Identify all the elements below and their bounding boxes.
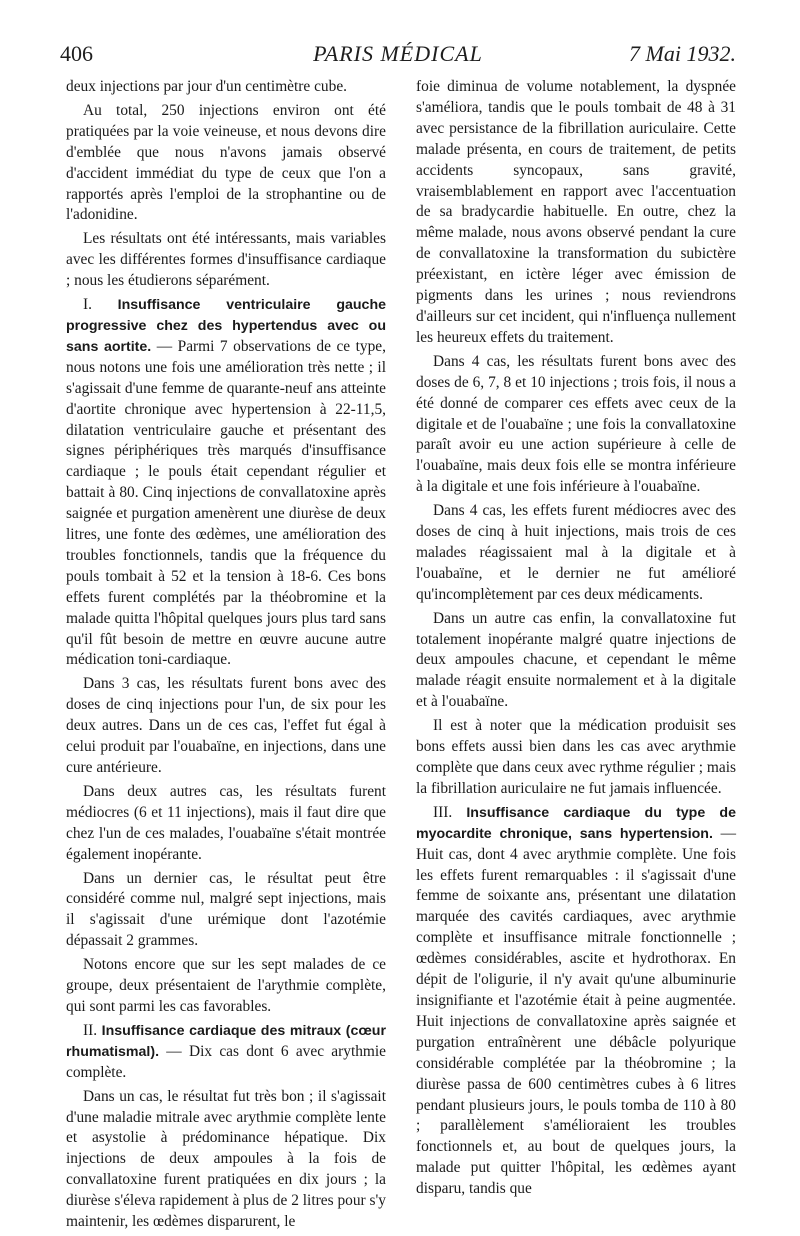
section-1 xyxy=(66,295,386,671)
paragraph: Dans un autre cas enfin, la convallatoxine fut totalement inopérante malgré quatre injections de deux ampoules chacune, et cependant le même malade réagit ensuite normalement et à la digitale et à l'ouabaïne. xyxy=(416,609,736,711)
section-heading: Insuffisance cardiaque du type de myocardite chronique, sans hypertension. xyxy=(416,804,736,842)
paragraph: Au total, 250 injections environ ont été pratiquées par la voie veineuse, et nous devons dire d'emblée que nous n'avons jamais observé d'accident immédiat du type de ceux que l'on a rapportés après l'emploi de la strophantine ou de l'adonidine. xyxy=(66,101,386,224)
paragraph: Notons encore que sur les sept malades de ce groupe, deux présentaient de l'arythmie complète, qui sont parmi les cas favorables. xyxy=(66,956,386,1015)
right-column xyxy=(416,77,736,1203)
section-heading: Insuffisance ventriculaire gauche progressive chez des hypertendus avec ou sans aortite. xyxy=(66,297,386,355)
section-number: I. xyxy=(83,296,92,314)
paragraph: Il est à noter que la médication produisit ses bons effets aussi bien dans les cas avec arythmie complète que dans ceux avec rythme régulier ; mais la fibrillation auriculaire ne fut jamais influencée. xyxy=(416,717,736,797)
paragraph: foie diminua de volume notablement, la dyspnée s'améliora, tandis que le pouls tombait de 48 à 31 avec persistance de la fibrillation auriculaire. Cette malade présenta, en cours de traitement, de petits accidents syncopaux, sans gravité, vraisemblablement en rapport avec l'accentuation de sa bradycardie habituelle. En outre, chez la même malade, nous avons observé pendant la cure de convallatoxine la transformation du subictère préexistant, en ictère léger avec émission de pigments dans les urines ; nous reviendrons d'ailleurs sur cet incident, qui n'influença nullement les heureux effets du traitement. xyxy=(416,78,736,346)
section-number: III. xyxy=(433,803,453,821)
running-head xyxy=(60,40,736,68)
page-number: 406 xyxy=(60,41,93,66)
section-2 xyxy=(66,1021,386,1084)
paragraph: Dans un cas, le résultat fut très bon ; il s'agissait d'une maladie mitrale avec arythmie complète lente et asystolie à prédominance hépatique. Dix injections de deux ampoules à la fois de convallatoxine furent pratiquées en dix jours ; la diurèse s'éleva rapidement à plus de 2 litres pour s'y maintenir, les œdèmes disparurent, le xyxy=(66,1087,386,1231)
issue-date: 7 Mai 1932. xyxy=(629,41,736,66)
paragraph: deux injections par jour d'un centimètre cube. xyxy=(66,78,347,95)
section-3 xyxy=(416,803,736,1200)
section-text: — Huit cas, dont 4 avec arythmie complète. Une fois les effets furent remarquables : il s'agissait d'une femme de soixante ans, présentant une dilatation marquée des cavités cardiaques, avec arythmie complète et insuffisance mitrale fonctionnelle ; œdèmes considérables, ascite et hydrothorax. En dépit de l'oligurie, il n'y avait qu'une albuminurie insignifiante et l'azotémie était à peine augmentée. Huit injections de convallatoxine après saignée et purgation entraînèrent une débâcle polyurique considérable complétée par la théobromine ; la diurèse passa de 600 centimètres cubes à 6 litres pendant plusieurs jours, le pouls tomba de 110 à 80 ; parallèlement s'amélioraient les troubles fonctionnels et, au bout de quelques jours, la malade put quitter l'hôpital, les œdèmes ayant disparu, tandis que xyxy=(416,824,736,1198)
section-heading: Insuffisance cardiaque des mitraux (cœur rhumatismal). xyxy=(66,1022,386,1060)
paragraph: Dans 4 cas, les effets furent médiocres avec des doses de cinq à huit injections, mais trois de ces malades réagissaient mal à la digitale et à l'ouabaïne, et le dernier ne fut amélioré qu'incomplètement par ces deux médicaments. xyxy=(416,502,736,603)
journal-title: PARIS MÉDICAL xyxy=(313,41,483,66)
section-text: — Parmi 7 observations de ce type, nous notons une fois une amélioration très nette ; il s'agissait d'une femme de quarante-neuf ans atteinte d'aortite chronique avec hypertension à 22-11,5, dilatation ventriculaire gauche et présentant des signes périphériques très marqués d'insuffisance cardiaque ; le pouls était cependant régulier et battait à 80. Cinq injections de convallatoxine après saignée et purgation amenèrent une diurèse de deux litres, une fonte des œdèmes, une amélioration des troubles fonctionnels, tandis que la fréquence du pouls tombait à 52 et la tension à 18-6. Ces bons effets furent complétés par la théobromine et la malade quitta l'hôpital quelques jours plus tard sans qu'il fût besoin de mettre en œuvre aucune autre médication toni-cardiaque. xyxy=(66,337,386,669)
paragraph: Dans deux autres cas, les résultats furent médiocres (6 et 11 injections), mais il faut dire que chez l'un de ces malades, l'ouabaïne s'était montrée également inopérante. xyxy=(66,782,386,863)
paragraph: Dans un dernier cas, le résultat peut être considéré comme nul, malgré sept injections, mais il s'agissait d'une urémique dont l'azotémie dépassait 2 grammes. xyxy=(66,869,386,950)
paragraph: Dans 3 cas, les résultats furent bons avec des doses de cinq injections pour l'un, de six pour les deux autres. Dans un de ces cas, l'effet fut égal à celui produit par l'ouabaïne, en injections, dans une cure antérieure. xyxy=(66,675,386,776)
left-column xyxy=(66,77,386,1236)
paragraph: Dans 4 cas, les résultats furent bons avec des doses de 6, 7, 8 et 10 injections ; trois fois, il nous a été donné de comparer ces effets avec ceux de la digitale et de l'ouabaïne ; une fois la convallatoxine paraît avoir eu une action supérieure à celle de l'ouabaïne, mais deux fois elle se montra inférieure à la digitale et une fois inférieure à l'ouabaïne. xyxy=(416,352,736,496)
paragraph: Les résultats ont été intéressants, mais variables avec les différentes formes d'insuffisance cardiaque ; nous les étudierons séparément. xyxy=(66,230,386,290)
section-text: — Dix cas dont 6 avec arythmie complète. xyxy=(66,1042,386,1081)
section-number: II. xyxy=(83,1021,98,1039)
